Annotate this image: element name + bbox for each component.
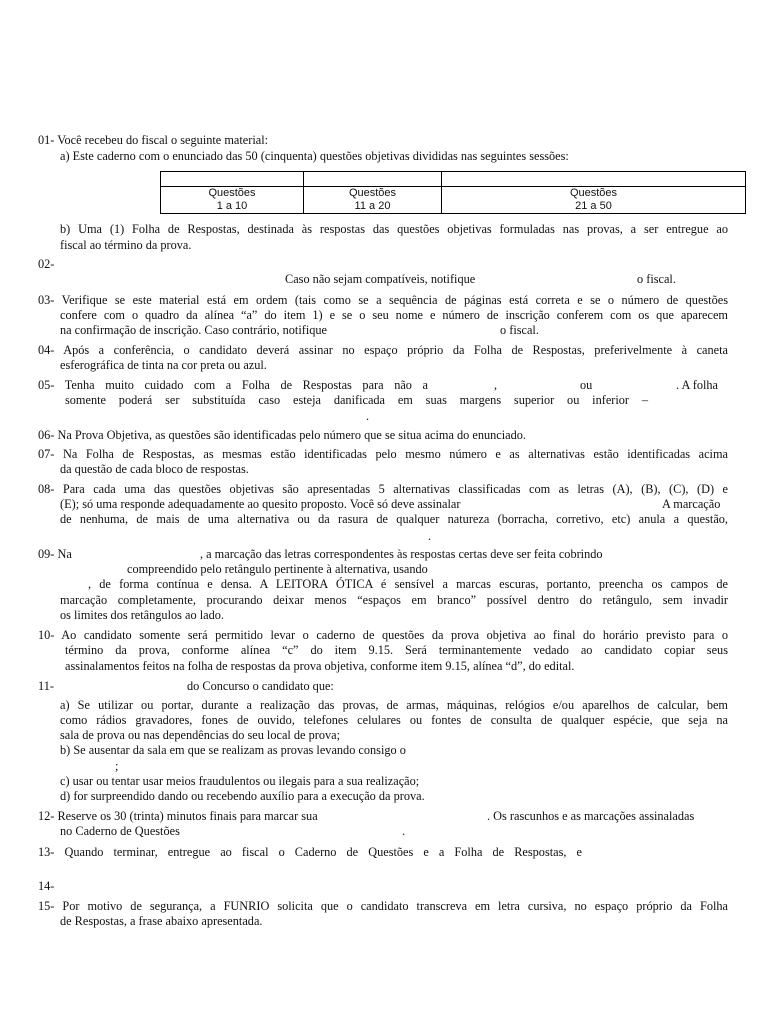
table-header: Questões [161,187,304,201]
item-11-line-1: do Concurso o candidato que: [187,679,334,693]
table-header: Questões [442,187,746,201]
item-05-line-2: somente poderá ser substituída caso esteja danificada em suas margens superior ou inferior – [65,393,648,407]
item-11-b-line-1: b) Se ausentar da sala em que se realizam as provas levando consigo o [60,743,406,757]
table-blank-cell [304,172,442,187]
item-12-line-1: 12- Reserve os 30 (trinta) minutos finais para marcar sua [38,809,318,823]
table-cell: 21 a 50 [442,200,746,214]
item-13-line-1: 13- Quando terminar, entregue ao fiscal o Caderno de Questões e a Folha de Respostas, e [38,845,582,859]
item-10-line-3: assinalamentos feitos na folha de respostas da prova objetiva, conforme item 9.15, alínea “d”, do edital. [65,659,575,673]
item-11-d: d) for surpreendido dando ou recebendo auxílio para a execução da prova. [60,789,425,803]
item-11-c: c) usar ou tentar usar meios fraudulentos ou ilegais para a sua realização; [60,774,420,788]
item-15-line-2: de Respostas, a frase abaixo apresentada. [60,914,263,928]
item-11-a-line-1: a) Se utilizar ou portar, durante a realização das provas, de armas, máquinas, relógios e/ou aparelhos de calcular, bem [60,698,728,712]
item-09-line-2: compreendido pelo retângulo pertinente à alternativa, usando [127,562,428,576]
item-09-line-5: os limites dos retângulos ao lado. [60,608,224,622]
item-11-semicolon: ; [115,759,119,773]
item-07-line-2: da questão de cada bloco de respostas. [60,462,249,476]
item-09-line-3: , de forma contínua e densa. A LEITORA ÓTICA é sensível a marcas escuras, portanto, preencha os campos de [88,577,728,591]
item-12-dot: . [402,824,406,838]
item-11-a-line-3: sala de prova ou nas dependências do seu local de prova; [60,728,340,742]
item-02-text: Caso não sejam compatíveis, notifique [285,272,476,286]
item-05-ou: ou [580,378,593,392]
item-04-line-1: 04- Após a conferência, o candidato deverá assinar no espaço próprio da Folha de Respostas, preferivelmente à caneta [38,343,728,357]
table-cell: 11 a 20 [304,200,442,214]
item-08-line-2: (E); só uma responde adequadamente ao quesito proposto. Você só deve assinalar [60,497,461,511]
item-08-line-3: de nenhuma, de mais de uma alternativa ou da rasura de qualquer natureza (borracha, corretivo, etc) anula a questão, [60,512,728,526]
item-03-line-2: confere com o quadro da alínea “a” do item 1) e se o seu nome e número de inscrição conferem com os que aparecem [60,308,728,322]
item-07-line-1: 07- Na Folha de Respostas, as mesmas estão identificadas pelo mesmo número e as alternativas estão identificadas acima [38,447,728,461]
item-15-line-1: 15- Por motivo de segurança, a FUNRIO solicita que o candidato transcreva em letra cursiva, no espaço próprio da Folha [38,899,728,913]
item-02-text-end: o fiscal. [637,272,676,286]
item-10-line-1: 10- Ao candidato somente será permitido levar o caderno de questões da prova objetiva ao final do horário previsto para o [38,628,728,642]
item-08-dot: . [428,529,432,543]
item-09-na: 09- Na [38,547,72,561]
item-08-line-2-end: A marcação [662,497,721,511]
item-05-dot: . [366,409,370,423]
item-03-line-1: 03- Verifique se este material está em ordem (tais como se a sequência de páginas está correta e se o número de questões [38,293,728,307]
table-cell: 1 a 10 [161,200,304,214]
item-09-line-1: , a marcação das letras correspondentes às respostas certas deve ser feita cobrindo [200,547,603,561]
item-01-b-line-1: b) Uma (1) Folha de Respostas, destinada às respostas das questões objetivas formuladas nas provas, a ser entregue ao [60,222,728,236]
item-14-number: 14- [38,879,55,893]
table-blank-cell [161,172,304,187]
item-01-line-1: 01- Você recebeu do fiscal o seguinte material: [38,133,269,147]
table-header: Questões [304,187,442,201]
item-01-a: a) Este caderno com o enunciado das 50 (cinquenta) questões objetivas divididas nas seguintes sessões: [60,149,569,163]
item-02-number: 02- [38,257,55,271]
item-05-comma: , [494,378,498,392]
item-05-line-1: 05- Tenha muito cuidado com a Folha de Respostas para não a [38,378,428,392]
table-blank-cell [442,172,746,187]
item-03-line-3: na confirmação de inscrição. Caso contrário, notifique [60,323,328,337]
item-06-line-1: 06- Na Prova Objetiva, as questões são identificadas pelo número que se situa acima do enunciado. [38,428,526,442]
item-04-line-2: esferográfica de tinta na cor preta ou azul. [60,358,267,372]
item-01-b-line-2: fiscal ao término da prova. [60,238,192,252]
questions-table [160,171,746,214]
item-09-line-4: marcação completamente, procurando deixar menos “espaços em branco” possível dentro do retângulo, sem invadir [60,593,728,607]
item-11-number: 11- [38,679,54,693]
item-03-line-3-end: o fiscal. [500,323,539,337]
item-05-line-1-end: . A folha [676,378,719,392]
item-08-line-1: 08- Para cada uma das questões objetivas são apresentadas 5 alternativas classificadas com as letras (A), (B), (C), (D) e [38,482,728,496]
item-12-line-1-end: . Os rascunhos e as marcações assinaladas [487,809,695,823]
item-12-line-2: no Caderno de Questões [60,824,180,838]
item-10-line-2: término da prova, conforme alínea “c” do item 9.15. Será terminantemente vedado ao candidato copiar seus [65,643,728,657]
item-11-a-line-2: como rádios gravadores, fones de ouvido, telefones celulares ou fontes de consulta de qualquer espécie, que seja na [60,713,728,727]
